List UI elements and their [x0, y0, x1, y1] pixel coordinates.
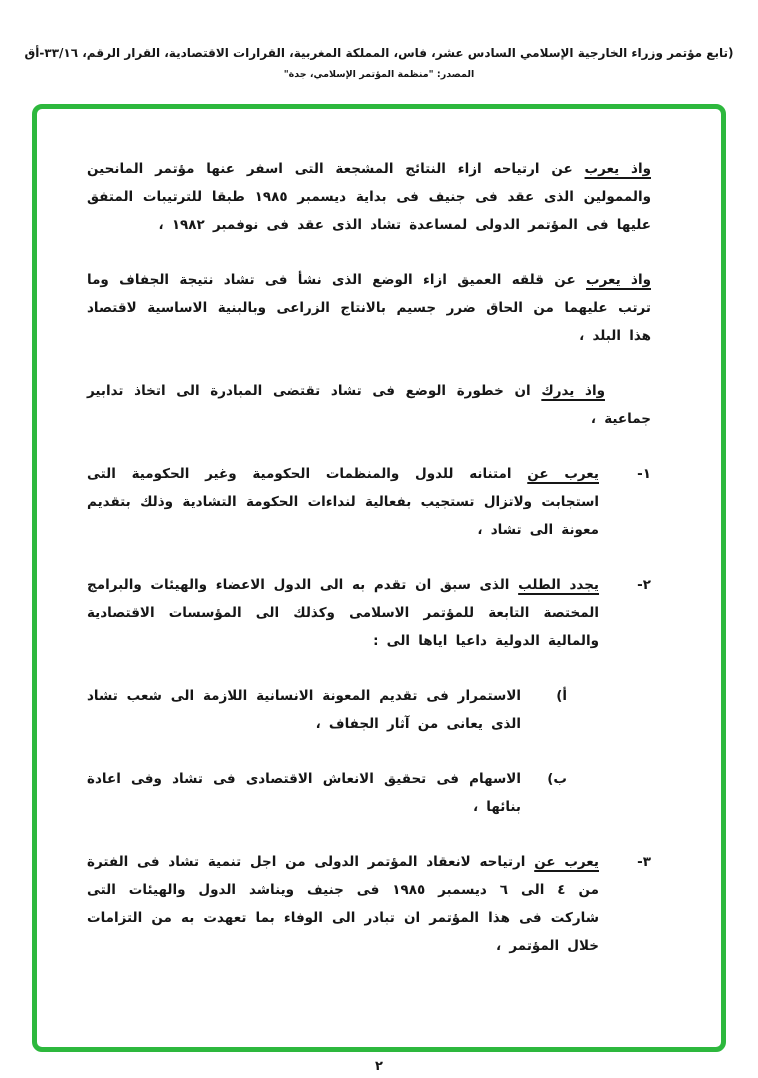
resolution-item-2 [87, 571, 651, 655]
preamble-paragraph-3 [87, 377, 651, 433]
item-2-number: ٢- [637, 577, 651, 593]
preamble-3-text: ان خطورة الوضع فى تشاد تقتضى المبادرة الى اتخاذ تدابير جماعية ، [87, 383, 651, 427]
subitem-b-text: الاسهام فى تحقيق الانعاش الاقتصادى فى تشاد وفى اعادة بنائها ، [87, 771, 521, 815]
page-footer [0, 1059, 758, 1074]
item-1-number: ١- [637, 466, 651, 482]
subitem-b-paragraph [87, 765, 521, 821]
resolution-item-1 [87, 460, 651, 544]
preamble-1-lead: واذ يعرب [584, 161, 651, 177]
resolution-subitem-b [87, 765, 651, 821]
item-1-paragraph [87, 460, 599, 544]
document-source: المصدر: "منظمة المؤتمر الإسلامي، جدة" [283, 69, 475, 80]
preamble-2-lead: واذ يعرب [586, 272, 651, 288]
item-2-lead: يجدد الطلب [518, 577, 600, 593]
document-body [37, 109, 721, 960]
item-1-text: امتنانه للدول والمنظمات الحكومية وغير الحكومية التى استجابت ولاتزال تستجيب بفعالية لنداءات الحكومة التشادية وذلك بتقديم معونة الى تشاد ، [87, 466, 599, 538]
resolution-item-3 [87, 848, 651, 960]
document-header [0, 0, 758, 80]
resolution-subitem-a [87, 682, 651, 738]
item-3-lead: يعرب عن [534, 854, 599, 870]
preamble-3-lead: واذ يدرك [541, 383, 605, 399]
green-frame [32, 104, 726, 1052]
preamble-2-text: عن قلقه العميق ازاء الوضع الذى نشأ فى تشاد نتيجة الجفاف وما ترتب عليهما من الحاق ضرر جسيم بالانتاج الزراعى وبالبنية الاساسية لاقتصاد هذا البلد ، [87, 272, 651, 344]
item-3-paragraph [87, 848, 599, 960]
subitem-a-marker: أ) [556, 688, 567, 704]
preamble-paragraph-1 [87, 155, 651, 239]
item-3-number: ٣- [637, 854, 651, 870]
subitem-a-paragraph [87, 682, 521, 738]
document-title: (تابع مؤتمر وزراء الخارجية الإسلامي السادس عشر، فاس، المملكة المغربية، القرارات الاقتصادية، القرار الرقم، ٣٣/١٦-أق [24, 46, 734, 60]
item-3-text: ارتياحه لانعقاد المؤتمر الدولى من اجل تنمية تشاد فى الفترة من ٤ الى ٦ ديسمبر ١٩٨٥ فى جنيف ويناشد الدول والهيئات التى شاركت فى هذا المؤتمر ان تبادر الى الوفاء بما تعهدت به من التزامات خلال المؤتمر ، [87, 854, 599, 954]
subitem-a-text: الاستمرار فى تقديم المعونة الانسانية اللازمة الى شعب تشاد الذى يعانى من آثار الجفاف ، [87, 688, 521, 732]
item-2-paragraph [87, 571, 599, 655]
preamble-paragraph-2 [87, 266, 651, 350]
subitem-b-marker: ب) [547, 771, 567, 787]
preamble-1-text: عن ارتياحه ازاء النتائج المشجعة التى اسفر عنها مؤتمر المانحين والممولين الذى عقد فى جنيف فى بداية ديسمبر ١٩٨٥ طبقا للترتيبات المتفق عليها فى المؤتمر الدولى لمساعدة تشاد الذى عقد فى نوفمبر ١٩٨٢ ، [87, 161, 652, 233]
page-number: ٢ [375, 1059, 383, 1074]
item-1-lead: يعرب عن [527, 466, 599, 482]
item-2-text: الذى سبق ان تقدم به الى الدول الاعضاء والهيئات والبرامج المختصة التابعة للمؤتمر الاسلامى وكذلك الى المؤسسات الاقتصادية والمالية الدولية داعيا اياها الى : [87, 577, 599, 649]
